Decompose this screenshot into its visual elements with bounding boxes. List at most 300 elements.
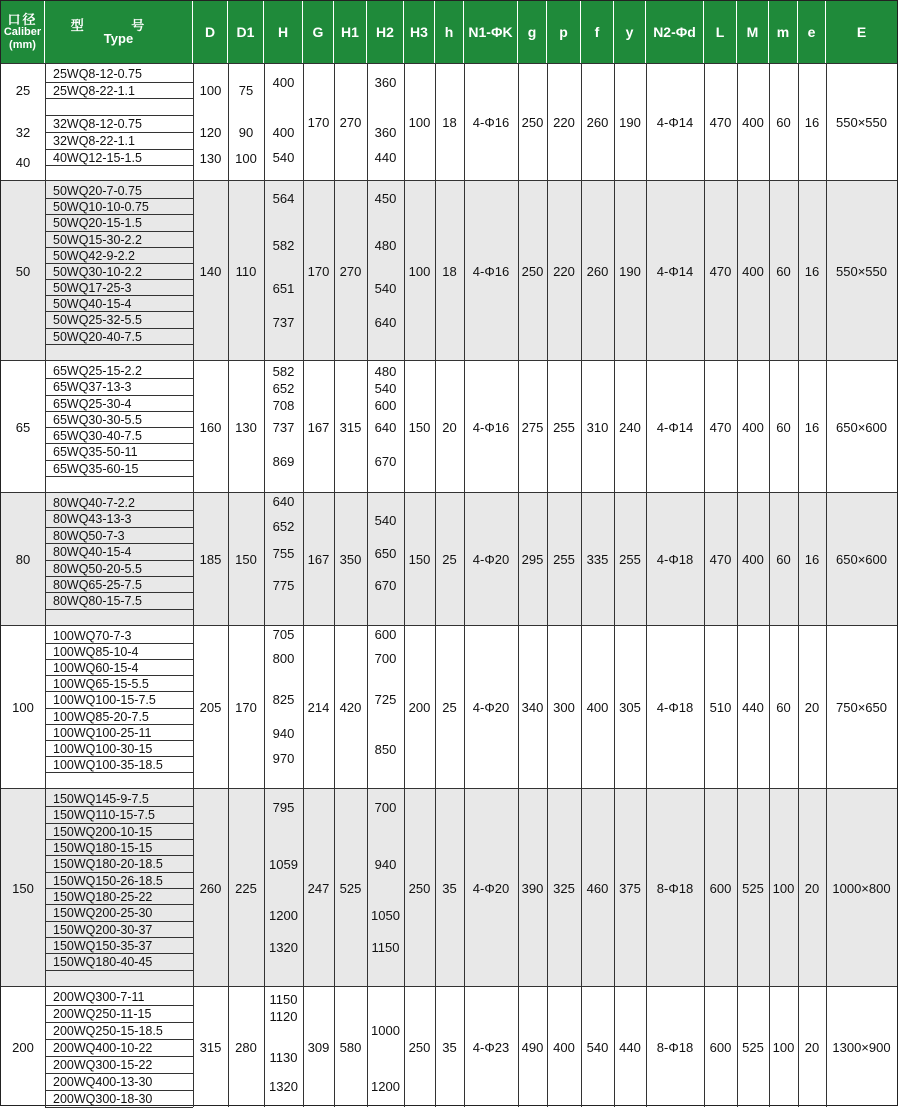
cell-m: 60: [776, 552, 791, 567]
header-col-l: L: [704, 1, 737, 63]
cell-d1: 90: [238, 124, 254, 140]
type-name: 80WQ40-7-2.2: [53, 496, 135, 510]
type-name: 200WQ250-15-18.5: [53, 1024, 163, 1038]
cell-e: 20: [804, 880, 820, 896]
type-name: 150WQ180-25-22: [53, 890, 153, 904]
cell-h3: 250: [408, 1040, 431, 1055]
header-caliber-en: Caliber: [3, 25, 42, 38]
column-divider: [704, 63, 705, 1107]
cell-h: 20: [442, 419, 457, 435]
cell-d: 185: [199, 552, 222, 567]
header-col-h3: H3: [404, 1, 435, 63]
cell-g: 170: [307, 115, 330, 130]
cell-g: 340: [521, 700, 544, 715]
header-col-n1k: N1-ΦK: [464, 1, 518, 63]
header-col-n2d: N2-Φd: [646, 1, 704, 63]
cell-d: 205: [199, 700, 222, 715]
type-name: 65WQ25-15-2.2: [53, 364, 142, 378]
type-name: 200WQ400-13-30: [53, 1075, 153, 1089]
type-name: 100WQ85-20-7.5: [53, 709, 149, 724]
cell-h: 800: [272, 650, 295, 666]
cell-h3: 100: [408, 115, 431, 130]
cell-h: 540: [272, 149, 295, 165]
cell-n1k: 4-Φ16: [472, 263, 510, 279]
cell-g: 309: [307, 1040, 330, 1055]
cell-h2: 640: [374, 314, 397, 330]
cell-p: 220: [553, 263, 575, 279]
header-col-m: M: [737, 1, 769, 63]
cell-y: 190: [619, 115, 641, 130]
cell-n1k: 4-Φ20: [472, 552, 510, 567]
column-divider: [193, 63, 194, 1107]
type-list: [45, 987, 193, 1108]
type-name: 100WQ65-15-5.5: [53, 677, 149, 692]
cell-h: 1150: [269, 991, 298, 1007]
cell-m: 525: [742, 880, 764, 896]
header-type: [45, 1, 193, 63]
cell-g: 390: [521, 880, 544, 896]
type-name: 40WQ12-15-1.5: [53, 150, 142, 165]
type-name: 65WQ30-40-7.5: [53, 429, 142, 443]
cell-d1: 225: [235, 880, 257, 896]
cell-h: 825: [272, 691, 295, 707]
cell-p: 255: [553, 419, 575, 435]
cell-m: 440: [742, 700, 764, 715]
cell-n2d: 4-Φ14: [656, 263, 694, 279]
cell-g: 275: [521, 419, 544, 435]
cell-g: 295: [521, 552, 544, 567]
caliber-cell: 200: [12, 1040, 34, 1055]
cell-m: 60: [776, 700, 791, 715]
cell-h: 25: [442, 552, 457, 567]
column-divider: [435, 63, 436, 1107]
column-divider: [404, 63, 405, 1107]
header-col-h2: H2: [367, 1, 404, 63]
type-name: 65WQ35-50-11: [53, 445, 138, 460]
column-divider: [334, 63, 335, 1107]
cell-h: 35: [442, 1040, 457, 1055]
type-name: 150WQ200-25-30: [53, 906, 153, 921]
caliber-cell: 25: [15, 82, 31, 98]
cell-d: 260: [199, 880, 222, 896]
cell-h2: 700: [374, 799, 397, 815]
cell-n2d: 8-Φ18: [656, 880, 694, 896]
cell-h2: 1000: [371, 1022, 400, 1038]
caliber-cell: 50: [15, 263, 31, 279]
cell-h2: 1150: [371, 939, 400, 955]
cell-h2: 440: [374, 149, 397, 165]
type-name: 100WQ70-7-3: [53, 629, 132, 643]
type-name: 65WQ30-30-5.5: [53, 412, 142, 427]
cell-m: 60: [776, 263, 791, 279]
cell-h1: 420: [339, 700, 362, 715]
cell-h: 18: [442, 115, 457, 130]
cell-e: 1300×900: [832, 1040, 891, 1055]
cell-h2: 600: [374, 626, 397, 642]
group-band: [1, 360, 897, 492]
cell-h: 652: [272, 518, 295, 534]
cell-h: 1320: [269, 1078, 298, 1094]
cell-n2d: 8-Φ18: [656, 1040, 694, 1055]
type-name: 100WQ100-30-15: [53, 741, 153, 756]
column-divider: [303, 63, 304, 1107]
header-col-h1: H1: [334, 1, 367, 63]
cell-d: 130: [199, 150, 222, 166]
type-name: 200WQ300-15-22: [53, 1058, 153, 1072]
type-name: 200WQ300-18-30: [53, 1092, 153, 1106]
type-name: 100WQ100-15-7.5: [53, 693, 156, 708]
cell-h: 1200: [269, 907, 298, 923]
type-name: 100WQ100-25-11: [53, 725, 152, 740]
cell-h2: 450: [374, 190, 397, 206]
cell-m: 400: [742, 263, 764, 279]
cell-g: 167: [307, 552, 330, 567]
cell-h: 564: [272, 190, 295, 206]
cell-h: 400: [272, 124, 295, 140]
cell-h2: 480: [374, 363, 397, 379]
cell-g: 214: [307, 700, 330, 715]
cell-d1: 170: [235, 700, 257, 715]
cell-f: 260: [586, 115, 609, 130]
cell-h: 582: [272, 363, 295, 379]
cell-h: 651: [272, 280, 295, 296]
cell-e: 16: [804, 115, 820, 130]
caliber-cell: 32: [15, 124, 31, 140]
cell-g: 247: [307, 880, 330, 896]
type-name: 100WQ100-35-18.5: [53, 757, 163, 772]
type-name: 100WQ60-15-4: [53, 661, 139, 676]
type-name: 50WQ17-25-3: [53, 281, 132, 296]
cell-h: 1120: [269, 1008, 298, 1024]
header-col-g: g: [518, 1, 547, 63]
type-name: 32WQ8-22-1.1: [53, 133, 135, 148]
cell-h: 400: [272, 74, 295, 90]
cell-l: 470: [709, 419, 732, 435]
cell-h3: 200: [408, 700, 431, 715]
type-name: 150WQ200-10-15: [53, 824, 153, 839]
caliber-cell: 100: [12, 700, 34, 715]
type-name: 50WQ25-32-5.5: [53, 313, 142, 328]
cell-h2: 700: [374, 650, 397, 666]
cell-h2: 940: [374, 856, 397, 872]
header-col-f: f: [581, 1, 614, 63]
cell-h: 795: [272, 799, 295, 815]
group-band: [1, 63, 897, 180]
cell-h: 640: [272, 493, 295, 509]
column-divider: [581, 63, 582, 1107]
cell-m: 60: [776, 115, 791, 130]
header-col-h: H: [264, 1, 303, 63]
cell-y: 305: [619, 700, 641, 715]
cell-d: 160: [199, 419, 222, 435]
type-name: 50WQ15-30-2.2: [53, 232, 142, 247]
header-col-m: m: [769, 1, 798, 63]
cell-h: 775: [272, 577, 295, 593]
type-name: 150WQ150-26-18.5: [53, 873, 163, 888]
cell-f: 460: [586, 880, 609, 896]
header-col-g: G: [303, 1, 334, 63]
cell-h1: 350: [339, 552, 362, 567]
cell-e: 650×600: [836, 419, 887, 435]
type-name: 80WQ50-7-3: [53, 528, 125, 543]
type-name: 65WQ37-13-3: [53, 380, 132, 395]
type-name: 150WQ145-9-7.5: [53, 792, 149, 806]
header-type-en: Type: [103, 31, 134, 46]
group-band: [1, 788, 897, 986]
column-divider: [228, 63, 229, 1107]
column-divider: [769, 63, 770, 1107]
type-name: 150WQ110-15-7.5: [53, 808, 155, 823]
cell-h2: 360: [374, 74, 397, 90]
cell-n1k: 4-Φ20: [472, 880, 510, 896]
cell-e: 1000×800: [832, 880, 891, 896]
column-divider: [737, 63, 738, 1107]
column-divider: [614, 63, 615, 1107]
cell-h: 705: [272, 626, 295, 642]
cell-e: 750×650: [836, 700, 887, 715]
cell-h2: 540: [374, 380, 397, 396]
cell-p: 255: [553, 552, 575, 567]
cell-h3: 100: [408, 263, 431, 279]
cell-y: 440: [619, 1040, 641, 1055]
type-name: 25WQ8-12-0.75: [53, 67, 142, 81]
type-list: [45, 626, 193, 789]
cell-h2: 725: [374, 691, 397, 707]
cell-h1: 315: [339, 419, 362, 435]
header-caliber-cn: 口径: [7, 11, 38, 27]
cell-e: 20: [804, 700, 820, 715]
cell-h: 18: [442, 263, 457, 279]
header-col-d: D: [193, 1, 228, 63]
header-col-e: e: [798, 1, 826, 63]
type-name: 50WQ42-9-2.2: [53, 248, 135, 263]
header-caliber: [1, 1, 45, 63]
cell-d1: 75: [238, 82, 254, 98]
cell-p: 220: [553, 115, 575, 130]
type-list: [45, 64, 193, 181]
cell-g: 490: [521, 1040, 544, 1055]
type-name: 50WQ40-15-4: [53, 297, 132, 312]
cell-n2d: 4-Φ18: [656, 700, 694, 715]
cell-h2: 1050: [371, 907, 400, 923]
cell-h3: 150: [408, 552, 431, 567]
cell-h2: 1200: [371, 1078, 400, 1094]
type-name: 200WQ250-11-15: [53, 1007, 152, 1021]
cell-h: 582: [272, 237, 295, 253]
cell-f: 260: [586, 263, 609, 279]
header-col-d1: D1: [228, 1, 264, 63]
cell-d: 120: [199, 124, 222, 140]
cell-f: 400: [586, 700, 609, 715]
cell-d: 100: [199, 82, 222, 98]
cell-h: 708: [272, 397, 295, 413]
cell-e: 16: [804, 263, 820, 279]
type-name: 50WQ10-10-0.75: [53, 200, 149, 215]
group-band: [1, 986, 897, 1107]
cell-p: 300: [553, 700, 575, 715]
column-divider: [826, 63, 827, 1107]
type-name: 80WQ43-13-3: [53, 512, 132, 527]
group-band: [1, 180, 897, 360]
cell-d1: 150: [235, 552, 257, 567]
cell-h: 970: [272, 750, 295, 766]
cell-h3: 250: [408, 880, 431, 896]
cell-m: 525: [742, 1040, 764, 1055]
cell-y: 375: [619, 880, 641, 896]
type-name: 150WQ180-20-18.5: [53, 857, 163, 872]
cell-l: 600: [709, 1040, 732, 1055]
column-divider: [45, 63, 46, 1107]
cell-f: 540: [586, 1040, 609, 1055]
cell-e: 16: [804, 419, 820, 435]
cell-e: 20: [804, 1040, 820, 1055]
cell-h3: 150: [408, 419, 431, 435]
type-name: 80WQ40-15-4: [53, 545, 132, 560]
cell-h1: 525: [339, 880, 362, 896]
cell-e: 550×550: [836, 115, 887, 130]
column-divider: [264, 63, 265, 1107]
cell-h: 652: [272, 380, 295, 396]
cell-d1: 100: [235, 150, 257, 166]
type-name: 80WQ50-20-5.5: [53, 561, 142, 576]
cell-e: 650×600: [836, 552, 887, 567]
column-divider: [367, 63, 368, 1107]
cell-n2d: 4-Φ14: [656, 115, 694, 130]
cell-h2: 650: [374, 545, 397, 561]
cell-h2: 540: [374, 512, 397, 528]
caliber-cell: 150: [12, 880, 34, 896]
cell-h: 755: [272, 545, 295, 561]
type-name: 100WQ85-10-4: [53, 645, 139, 660]
cell-h2: 540: [374, 280, 397, 296]
cell-n1k: 4-Φ16: [472, 419, 510, 435]
cell-h: 1130: [269, 1049, 298, 1065]
cell-n1k: 4-Φ23: [472, 1040, 510, 1055]
header-type-cn: 型 号: [70, 18, 167, 33]
cell-h: 737: [272, 419, 295, 435]
header-caliber-unit: (mm): [9, 38, 36, 51]
type-name: 50WQ20-15-1.5: [53, 216, 142, 231]
column-divider: [798, 63, 799, 1107]
type-name: 150WQ200-30-37: [53, 922, 153, 937]
type-list: [45, 361, 193, 493]
cell-y: 255: [619, 552, 641, 567]
column-divider: [547, 63, 548, 1107]
column-divider: [646, 63, 647, 1107]
type-name: 50WQ20-40-7.5: [53, 329, 142, 344]
type-list: [45, 181, 193, 361]
cell-h: 1059: [269, 856, 298, 872]
cell-y: 190: [619, 263, 641, 279]
group-band: [1, 492, 897, 625]
cell-p: 400: [553, 1040, 575, 1055]
type-name: 25WQ8-22-1.1: [53, 83, 135, 98]
cell-l: 470: [709, 115, 732, 130]
cell-l: 470: [709, 552, 732, 567]
cell-m: 100: [772, 1040, 795, 1055]
cell-n1k: 4-Φ20: [472, 700, 510, 715]
cell-m: 100: [772, 880, 795, 896]
cell-e: 550×550: [836, 263, 887, 279]
cell-h: 35: [442, 880, 457, 896]
cell-h: 869: [272, 453, 295, 469]
cell-h1: 270: [339, 263, 362, 279]
cell-m: 400: [742, 552, 764, 567]
type-list: [45, 789, 193, 987]
type-name: 50WQ30-10-2.2: [53, 264, 142, 279]
caliber-cell: 40: [15, 154, 31, 170]
type-name: 150WQ150-35-37: [53, 939, 153, 953]
cell-n1k: 4-Φ16: [472, 115, 510, 130]
cell-h2: 640: [374, 419, 397, 435]
type-name: 200WQ300-7-11: [53, 990, 145, 1004]
caliber-cell: 65: [15, 419, 31, 435]
type-name: 80WQ80-15-7.5: [53, 594, 142, 609]
cell-g: 170: [307, 263, 330, 279]
type-name: 50WQ20-7-0.75: [53, 184, 142, 198]
type-name: 65WQ35-60-15: [53, 461, 139, 476]
cell-h2: 360: [374, 124, 397, 140]
type-name: 150WQ180-40-45: [53, 955, 153, 970]
column-divider: [464, 63, 465, 1107]
type-name: 80WQ65-25-7.5: [53, 577, 142, 592]
cell-n2d: 4-Φ18: [656, 552, 694, 567]
cell-l: 510: [709, 700, 732, 715]
type-list: [45, 493, 193, 626]
cell-g: 250: [521, 263, 544, 279]
cell-l: 470: [709, 263, 732, 279]
cell-h2: 670: [374, 577, 397, 593]
header-col-p: p: [547, 1, 581, 63]
cell-d: 140: [199, 263, 222, 279]
cell-g: 250: [521, 115, 544, 130]
type-name: 32WQ8-12-0.75: [53, 117, 142, 132]
type-name: 65WQ25-30-4: [53, 396, 132, 411]
cell-h2: 600: [374, 397, 397, 413]
cell-f: 335: [586, 552, 609, 567]
cell-h: 940: [272, 725, 295, 741]
column-divider: [518, 63, 519, 1107]
cell-d: 315: [199, 1040, 222, 1055]
header-col-e: E: [856, 23, 867, 40]
cell-y: 240: [619, 419, 641, 435]
type-name: 150WQ180-15-15: [53, 841, 153, 855]
cell-d1: 130: [235, 419, 257, 435]
cell-m: 400: [742, 115, 764, 130]
type-name: 200WQ400-10-22: [53, 1041, 153, 1055]
caliber-cell: 80: [15, 552, 31, 567]
group-band: [1, 625, 897, 788]
cell-h2: 480: [374, 237, 397, 253]
cell-e: 16: [804, 552, 820, 567]
cell-h1: 270: [339, 115, 362, 130]
cell-h: 25: [442, 700, 457, 715]
cell-m: 400: [742, 419, 764, 435]
cell-f: 310: [586, 419, 609, 435]
header-col-h: h: [435, 1, 464, 63]
cell-l: 600: [709, 880, 732, 896]
cell-h2: 850: [374, 741, 397, 757]
cell-h: 737: [272, 314, 295, 330]
cell-p: 325: [553, 880, 575, 896]
cell-g: 167: [307, 419, 330, 435]
cell-n2d: 4-Φ14: [656, 419, 694, 435]
cell-d1: 110: [235, 263, 257, 279]
header-col-y: y: [614, 1, 646, 63]
cell-h1: 580: [339, 1040, 362, 1055]
table-header: [1, 1, 897, 63]
cell-m: 60: [776, 419, 791, 435]
